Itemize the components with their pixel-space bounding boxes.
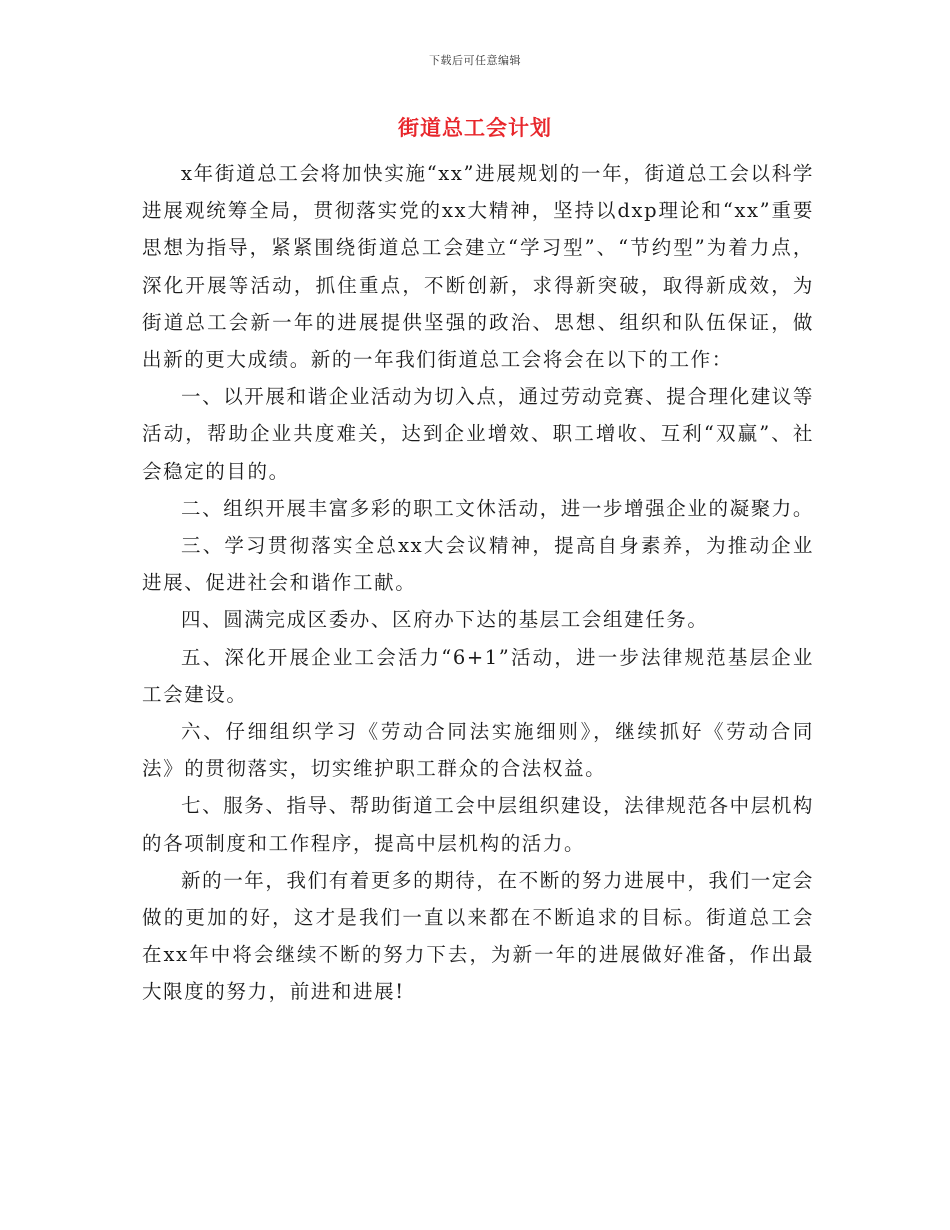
header-note: 下载后可任意编辑 [429,54,521,67]
paragraph-item-5: 五、深化开展企业工会活力“6+1”活动，进一步法律规范基层企业工会建设。 [142,645,814,706]
paragraph-item-2: 二、组织开展丰富多彩的职工文休活动，进一步增强企业的凝聚力。 [181,496,815,520]
paragraph-conclusion: 新的一年，我们有着更多的期待，在不断的努力进展中，我们一定会做的更加的好，这才是我们一直以来都在不断追求的目标。街道总工会在xx年中将会继续不断的努力下去，为新一年的进展做好准备，作出最大限度的努力，前进和进展! [142,868,815,1004]
paragraph-item-7: 七、服务、指导、帮助街道工会中层组织建设，法律规范各中层机构的各项制度和工作程序，提高中层机构的活力。 [142,794,815,855]
paragraph-item-4: 四、圆满完成区委办、区府办下达的基层工会组建任务。 [181,608,709,632]
paragraph-item-1: 一、以开展和谐企业活动为切入点，通过劳动竞赛、提合理化建议等活动，帮助企业共度难关，达到企业增效、职工增收、互利“双赢”、社会稳定的目的。 [142,385,815,483]
document-body [142,155,814,1011]
paragraph-item-6: 六、仔细组织学习《劳动合同法实施细则》，继续抓好《劳动合同法》的贯彻落实，切实维护职工群众的合法权益。 [142,720,814,781]
document-title: 街道总工会计划 [398,116,552,140]
paragraph-intro: x年街道总工会将加快实施“xx”进展规划的一年，街道总工会以科学进展观统筹全局，贯彻落实党的xx大精神，坚持以dxp理论和“xx”重要思想为指导，紧紧围绕街道总工会建立“学习型”、“节约型”为着力点，深化开展等活动，抓住重点，不断创新，求得新突破，取得新成效，为街道总工会新一年的进展提供坚强的政治、思想、组织和队伍保证，做出新的更大成绩。新的一年我们街道总工会将会在以下的工作： [142,162,814,372]
paragraph-item-3: 三、学习贯彻落实全总xx大会议精神，提高自身素养，为推动企业进展、促进社会和谐作工献。 [142,534,814,595]
